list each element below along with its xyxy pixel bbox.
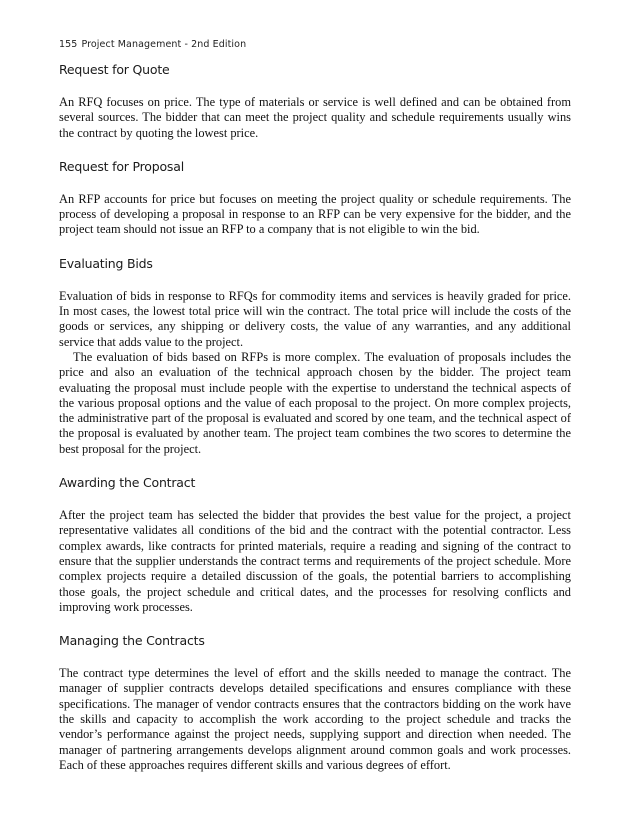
section-request-for-proposal — [59, 159, 571, 238]
page-number: 155 — [59, 39, 78, 50]
paragraph: After the project team has selected the bidder that provides the best value for the project, a project representative validates all conditions of the bid and the contract with the potential contractor. Less complex awards, like contracts for printed materials, require a reading and signing of the contract to ensure that the supplier understands the contract terms and requirements of the project schedule. More complex projects require a detailed discussion of the goals, the potential barriers to accomplishing those goals, the project schedule and critical dates, and the processes for resolving conflicts and improving work processes. — [59, 508, 571, 614]
section-heading: Awarding the Contract — [59, 475, 196, 491]
paragraph: The contract type determines the level of effort and the skills needed to manage the contract. The manager of supplier contracts develops detailed specifications and ensures compliance with these specifications. The manager of vendor contracts ensures that the contractors bidding on the work have the skills and capacity to accomplish the work according to the project schedule and tracks the vendor’s performance against the project needs, supplying support and direction when needed. The manager of partnering arrangements develops alignment around common goals and work processes. Each of these approaches requires different skills and various degrees of effort. — [59, 666, 571, 772]
paragraph: An RFQ focuses on price. The type of materials or service is well defined and can be obtained from several sources. The bidder that can meet the project quality and schedule requirements usually wins the contract by quoting the lowest price. — [59, 95, 571, 140]
paragraph: An RFP accounts for price but focuses on meeting the project quality or schedule requirements. The process of developing a proposal in response to an RFP can be very expensive for the bidder, and the project team should not issue an RFP to a company that is not eligible to win the bid. — [59, 191, 571, 237]
section-awarding-the-contract — [59, 475, 571, 615]
section-managing-the-contracts — [59, 633, 571, 773]
section-heading: Request for Quote — [59, 62, 170, 77]
section-evaluating-bids — [59, 256, 571, 457]
book-title: Project Management - 2nd Edition — [81, 39, 247, 50]
running-header — [59, 38, 571, 51]
paragraph: The evaluation of bids based on RFPs is more complex. The evaluation of proposals includes the price and also an evaluation of the technical approach chosen by the bidder. The project team evaluating the proposal must include people with the expertise to understand the technical aspects of the various proposal options and the value of each proposal to the project. On more complex projects, the administrative part of the proposal is evaluated and scored by one team, and the technical aspect of the proposal is evaluated by another team. The project team combines the two scores to determine the best proposal for the project. — [59, 349, 571, 456]
paragraph: Evaluation of bids in response to RFQs for commodity items and services is heavily graded for price. In most cases, the lowest total price will win the contract. The total price will include the costs of the goods or services, any shipping or delivery costs, the value of any warranties, and any additional service that adds value to the project. — [59, 288, 571, 349]
section-request-for-quote — [59, 62, 571, 141]
section-heading: Managing the Contracts — [59, 633, 205, 649]
section-heading: Evaluating Bids — [59, 255, 153, 271]
section-heading: Request for Proposal — [59, 158, 184, 174]
